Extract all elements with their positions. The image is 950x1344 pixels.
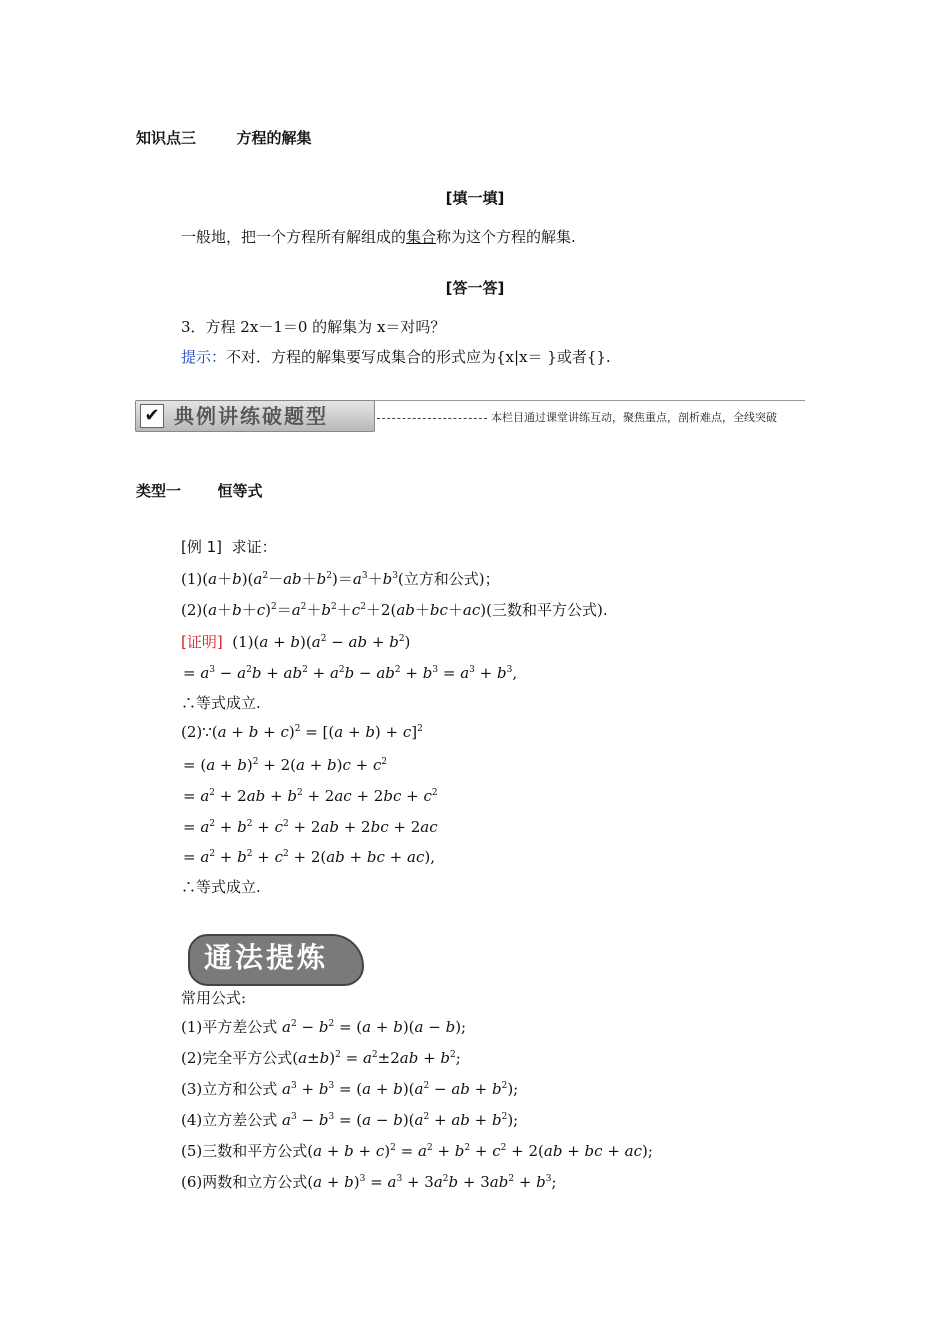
fill-text-before: 一般地，把一个方程所有解组成的 [181,228,407,246]
example-label: [例 1] [181,538,223,556]
banner-rule [373,400,805,401]
fill-answer: 集合 [406,228,437,246]
example-heading [181,537,277,557]
formula-3-name: (3)立方和公式 [181,1080,278,1098]
banner-box [135,400,375,432]
proof-conclusion-2: ∴等式成立. [181,878,261,896]
proof-line-1: [证明] $(1)(a + b)(a^2$ − ab + $b^2$) [181,633,411,651]
example-item-1-tail: (立方和公式)； [397,570,500,588]
proof-conclusion-1: ∴等式成立. [181,694,261,712]
formula-6-name: (6)两数和立方公式 [181,1173,308,1191]
fill-label: [填一填] [445,189,505,207]
hint-text: 不对．方程的解集要写成集合的形式应为{x|x＝ }或者{}. [226,348,611,366]
section-number: 知识点三 [136,129,197,147]
example-item-1: $(1)(a+b)(a^2-ab+b^2)=a^3+b^3$(立方和公式)； [181,570,500,588]
answer-hint [181,347,611,367]
proof-line-3: (2)∵(a + $b + c)^2 = [(a + b) + c]^2$ [181,723,423,741]
banner-title: 典例讲练破题型 [174,404,328,428]
section-heading [136,128,312,148]
formula-1-name: (1)平方差公式 [181,1018,278,1036]
formula-2-name: (2)完全平方公式 [181,1049,293,1067]
type-heading [136,481,263,501]
formula-3: (3)立方和公式 $a^3 + b^3 = (a + b)(a^2$ − ab + $b^2$); [181,1080,519,1098]
answer-label: [答一答] [445,279,505,297]
fill-text [181,227,576,247]
type-title: 恒等式 [217,482,263,500]
formula-1: (1)平方差公式 $a^2 - b^2 = (a + b)(a - b)$; [181,1018,467,1036]
proof-line-5: = $a^2 + 2ab + b^2 + 2ac + 2bc + c^2$ [183,787,438,805]
formula-4: (4)立方差公式 $a^3 - b^3 = (a - b)(a^2$ + ab + $b^2$); [181,1111,519,1129]
method-intro: 常用公式: [181,989,247,1007]
formula-5-name: (5)三数和平方公式 [181,1142,308,1160]
proof-label: [证明] [181,633,223,651]
proof-line-6: = $a^2 + b^2 + c^2 + 2ab + 2bc + 2ac$ [183,818,438,836]
example-item-2: $(2)(a+b+c)^2=a^2+b^2+c^2+2(ab+bc+ac)$(三数和平方公式). [181,601,608,619]
banner-note: 本栏目通过课堂讲练互动，聚焦重点，剖析难点，全线突破 [491,411,777,424]
method-badge [182,930,364,986]
formula-2: (2)完全平方公式$(a\pm b)^2 = a^2\pm 2ab + b^2$; [181,1049,461,1067]
example-task: 求证： [231,538,277,556]
method-badge-text: 通法提炼 [204,941,329,974]
formula-5: (5)三数和平方公式$(a + b + c)^2 = a^2 + b^2 + c^2 + 2(ab$ + bc + ac); [181,1142,653,1160]
section-title: 方程的解集 [236,129,312,147]
fill-text-after: 称为这个方程的解集. [436,228,576,246]
checkmark-icon: ✔ [140,404,164,428]
section-banner [135,398,805,434]
hint-label: 提示： [181,348,227,366]
banner-dash [377,418,487,419]
proof-line-4: = $(a + b)^2 + 2(a + b)c + c^2$ [183,756,388,774]
type-number: 类型一 [136,482,182,500]
proof-line-2: = $a^3 - a^2b + ab^2 + a^2b - ab^2 + b^3 = a^3 + b^3$, [183,664,518,682]
example-item-2-tail: (三数和平方公式). [486,601,608,619]
proof-line-7: = $a^2 + b^2 + c^2 + 2(ab$ + bc + ac), [183,848,435,866]
formula-6: (6)两数和立方公式$(a + b)^3 = a^3 + 3a^2b + 3ab^2 + b^3$; [181,1173,557,1191]
answer-question: 3．方程 2x－1＝0 的解集为 x＝对吗？ [181,318,446,336]
formula-4-name: (4)立方差公式 [181,1111,278,1129]
